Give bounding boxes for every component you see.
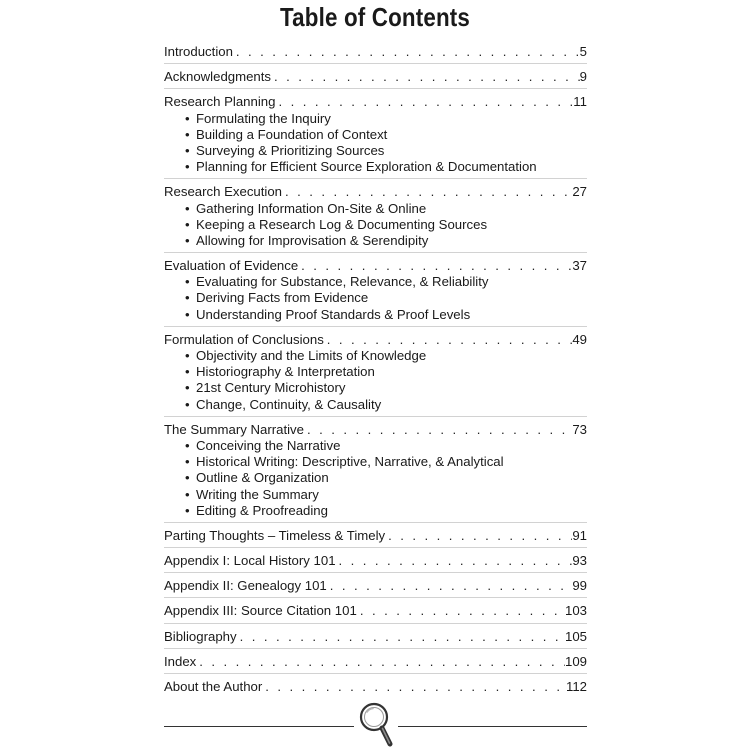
footer-rule-left (164, 726, 354, 727)
toc-subitem-label: Understanding Proof Standards & Proof Levels (196, 306, 471, 322)
toc-entry-title: Introduction (164, 44, 233, 59)
bullet-icon: • (185, 348, 190, 363)
toc-entry-title: Parting Thoughts – Timeless & Timely (164, 527, 386, 543)
toc-entry-title: Appendix II: Genealogy 101 (164, 578, 327, 594)
toc-section (164, 332, 587, 417)
dot-leader (324, 332, 573, 348)
toc-subitem-label: Surveying & Prioritizing Sources (196, 142, 385, 158)
bullet-icon: • (185, 159, 190, 175)
toc-subitem-label: Change, Continuity, & Causality (196, 396, 382, 412)
toc-entry[interactable] (164, 69, 587, 85)
toc-subitem-label: Editing & Proofreading (196, 502, 328, 518)
toc-entry-page-number: 99 (572, 578, 587, 594)
dot-leader (385, 528, 572, 544)
toc-entry-page-number: 37 (572, 258, 587, 274)
toc-section (164, 528, 587, 548)
dot-leader (327, 578, 573, 594)
toc-section (164, 44, 587, 64)
toc-entry-title: The Summary Narrative (164, 421, 304, 437)
toc-entry-page-number: 5 (579, 44, 587, 59)
bullet-icon: • (185, 142, 190, 158)
toc-subitem (185, 233, 587, 249)
magnifying-glass-icon (356, 700, 396, 750)
toc-entry-title: Acknowledgments (164, 69, 272, 85)
bullet-icon: • (185, 200, 190, 216)
dot-leader (271, 69, 580, 85)
bullet-icon: • (185, 486, 190, 502)
toc-subitem-label: Keeping a Research Log & Documenting Sources (196, 216, 488, 232)
toc-entry-page-number: 91 (572, 527, 587, 543)
dot-leader (233, 44, 580, 60)
toc-subitem (185, 487, 587, 503)
toc-entry-page-number: 9 (579, 69, 587, 85)
toc-subitem-label: Deriving Facts from Evidence (196, 290, 369, 306)
toc-section (164, 679, 587, 698)
dot-leader (298, 258, 572, 274)
toc-subitem (185, 380, 587, 396)
toc-section (164, 258, 587, 327)
toc-subitem-label: Evaluating for Substance, Relevance, & Reliability (196, 274, 489, 290)
bullet-icon: • (185, 110, 190, 126)
toc-entry[interactable] (164, 629, 587, 645)
toc-section (164, 553, 587, 573)
toc-section (164, 654, 587, 674)
toc-entry-page-number: 112 (565, 679, 587, 694)
toc-section (164, 629, 587, 649)
toc-entry[interactable] (164, 258, 587, 274)
toc-entry-page-number: 105 (564, 628, 587, 644)
toc-entry-page-number: 109 (564, 653, 587, 669)
toc-entry[interactable] (164, 184, 587, 200)
bullet-icon: • (185, 380, 190, 396)
bullet-icon: • (185, 437, 190, 453)
toc-entry[interactable] (164, 553, 587, 569)
toc-subitem (185, 290, 587, 306)
toc-section (164, 422, 587, 523)
toc-subitem (185, 143, 587, 159)
toc-entry-title: Research Execution (164, 184, 283, 200)
toc-entry[interactable] (164, 332, 587, 348)
bullet-icon: • (185, 396, 190, 412)
toc-entry-title: Formulation of Conclusions (164, 331, 324, 347)
toc-section (164, 578, 587, 598)
toc-section (164, 184, 587, 253)
dot-leader (304, 422, 572, 438)
toc-subitem-label: Planning for Efficient Source Exploration & Documentation (196, 159, 537, 175)
toc-entry-page-number: 93 (572, 553, 587, 569)
toc-entry[interactable] (164, 578, 587, 594)
toc-section (164, 94, 587, 179)
toc-subitem-label: Conceiving the Narrative (196, 437, 341, 453)
toc-entry[interactable] (164, 528, 587, 544)
dot-leader (237, 629, 565, 645)
bullet-icon: • (185, 470, 190, 486)
toc-entry-title: Index (164, 653, 197, 669)
toc-subitem (185, 364, 587, 380)
toc-subitem-label: Objectivity and the Limits of Knowledge (196, 348, 427, 363)
toc-entry[interactable] (164, 422, 587, 438)
toc-entry[interactable] (164, 654, 587, 670)
toc-subitem-label: Writing the Summary (196, 486, 319, 502)
toc-entry-title: About the Author (164, 679, 263, 694)
toc-section (164, 603, 587, 623)
toc-subitem-list (164, 438, 587, 519)
toc-subitem-label: Formulating the Inquiry (196, 110, 331, 126)
toc-entry-title: Appendix III: Source Citation 101 (164, 603, 357, 619)
toc-entry-title: Research Planning (164, 94, 276, 110)
toc-subitem-label: Allowing for Improvisation & Serendipity (196, 232, 429, 248)
toc-subitem (185, 127, 587, 143)
bullet-icon: • (185, 232, 190, 248)
dot-leader (275, 94, 573, 110)
toc-subitem (185, 274, 587, 290)
bullet-icon: • (185, 502, 190, 518)
toc-entry[interactable] (164, 679, 587, 695)
toc-subitem-label: Gathering Information On-Site & Online (196, 200, 427, 216)
toc-entry[interactable] (164, 44, 587, 60)
bullet-icon: • (185, 290, 190, 306)
toc-subitem-label: Historical Writing: Descriptive, Narrative, & Analytical (196, 454, 504, 470)
toc-entry-page-number: 103 (564, 603, 587, 619)
toc-entry-page-number: 73 (572, 421, 587, 437)
bullet-icon: • (185, 216, 190, 232)
toc-subitem (185, 438, 587, 454)
toc-subitem (185, 454, 587, 470)
toc-entry[interactable] (164, 603, 587, 619)
toc-subitem (185, 503, 587, 519)
bullet-icon: • (185, 126, 190, 142)
table-of-contents (164, 44, 587, 703)
bullet-icon: • (185, 274, 190, 290)
toc-section (164, 69, 587, 89)
toc-subitem-list (164, 274, 587, 323)
dot-leader (196, 654, 565, 670)
toc-subitem (185, 217, 587, 233)
toc-entry-title: Bibliography (164, 628, 237, 644)
toc-entry-page-number: 11 (573, 94, 587, 110)
toc-subitem (185, 397, 587, 413)
footer-rule-right (398, 726, 587, 727)
dot-leader (282, 184, 572, 200)
dot-leader (357, 603, 565, 619)
bullet-icon: • (185, 364, 190, 380)
toc-subitem (185, 201, 587, 217)
toc-subitem (185, 348, 587, 364)
toc-subitem-label: Building a Foundation of Context (196, 126, 388, 142)
toc-entry[interactable] (164, 94, 587, 110)
toc-subitem-label: Outline & Organization (196, 470, 329, 486)
toc-entry-page-number: 49 (572, 331, 587, 347)
toc-subitem-list (164, 201, 587, 250)
toc-subitem-list (164, 111, 587, 176)
toc-subitem (185, 470, 587, 486)
toc-subitem (185, 111, 587, 127)
toc-subitem-label: Historiography & Interpretation (196, 364, 375, 380)
toc-subitem-list (164, 348, 587, 413)
toc-entry-title: Evaluation of Evidence (164, 258, 299, 274)
page-title: Table of Contents (279, 2, 471, 32)
dot-leader (336, 553, 573, 569)
toc-subitem-label: 21st Century Microhistory (196, 380, 346, 396)
toc-subitem (185, 307, 587, 323)
dot-leader (262, 679, 566, 695)
toc-entry-page-number: 27 (572, 184, 587, 200)
toc-entry-title: Appendix I: Local History 101 (164, 553, 336, 569)
toc-subitem (185, 159, 587, 175)
bullet-icon: • (185, 306, 190, 322)
bullet-icon: • (185, 454, 190, 470)
